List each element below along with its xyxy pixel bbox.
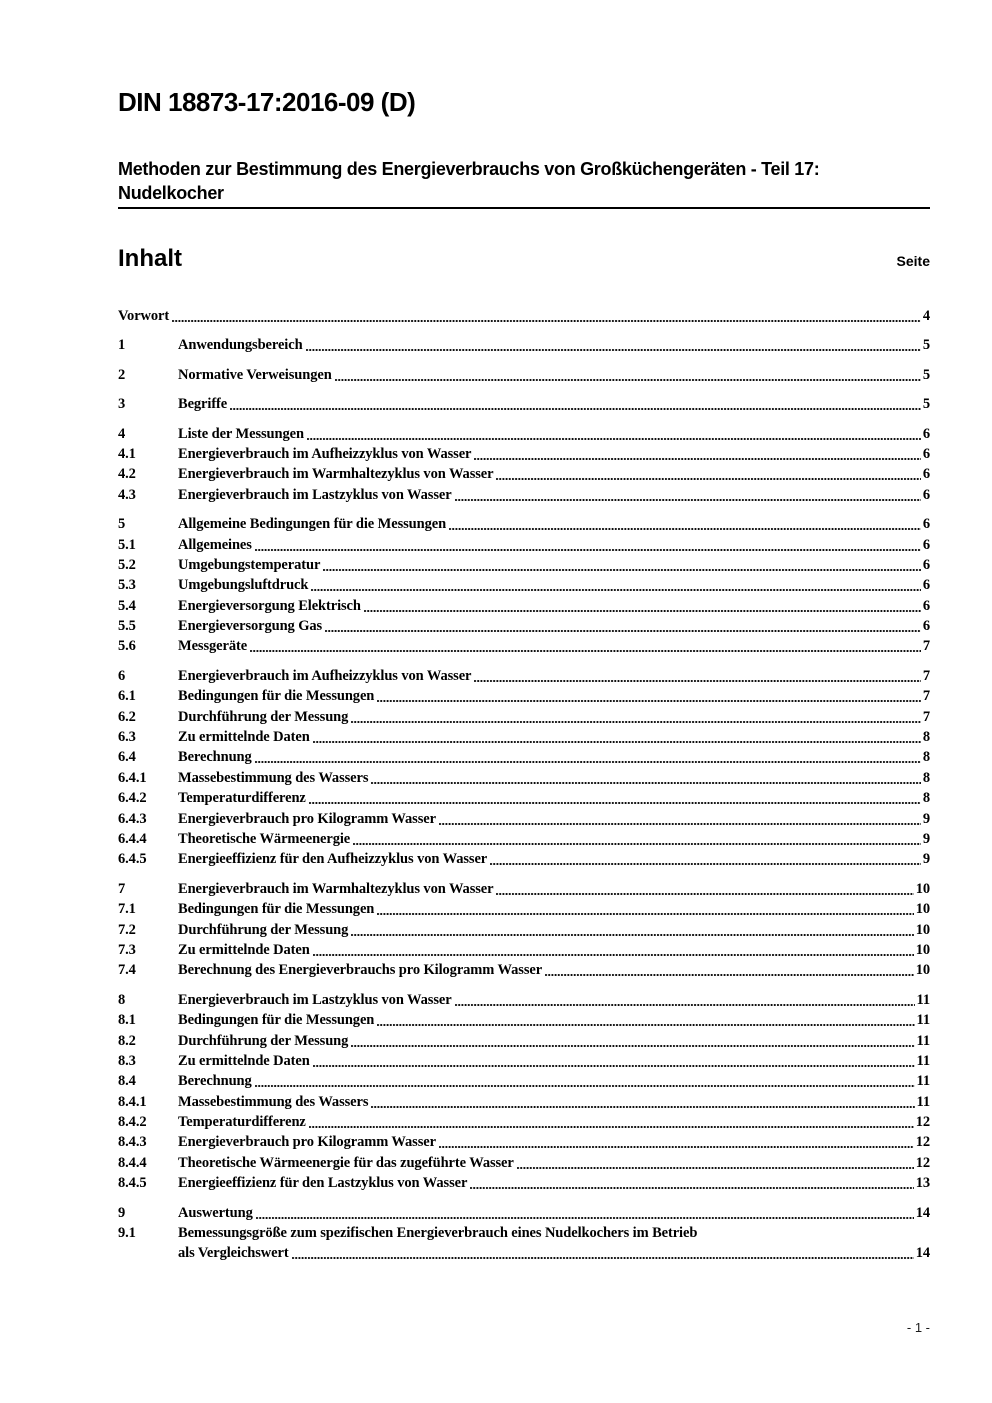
- toc-header: [118, 245, 930, 275]
- toc-entry-line: [118, 990, 930, 1010]
- toc-entry-page: 7: [922, 708, 930, 725]
- toc-dot-leader: [371, 1092, 914, 1112]
- toc-entry-title: Energieversorgung Elektrisch: [178, 597, 361, 614]
- toc-entry-number: 5.5: [118, 618, 136, 635]
- toc-dot-leader: [255, 535, 921, 555]
- toc-entry-title: Theoretische Wärmeenergie für das zugeführte Wasser: [178, 1154, 514, 1171]
- toc-entry-number: 3: [118, 396, 126, 413]
- toc-entry-title: Vorwort: [118, 308, 170, 324]
- toc-entry-number: 4: [118, 425, 126, 442]
- toc-entry-number: 9.1: [118, 1225, 136, 1242]
- toc-entry-number: 8.4.5: [118, 1175, 147, 1192]
- toc-entry-number: 6.1: [118, 688, 136, 705]
- toc-dot-leader: [230, 394, 921, 414]
- toc-entry-title: Zu ermittelnde Daten: [178, 729, 310, 746]
- toc-entry-title: Durchführung der Messung: [178, 1032, 349, 1049]
- toc-entry-title: Berechnung: [178, 1073, 252, 1090]
- toc-entry-line: [118, 747, 930, 767]
- toc-entry-number: 6.2: [118, 708, 136, 725]
- toc-entry-line: [118, 1203, 930, 1223]
- toc-entry-page: 6: [922, 425, 930, 442]
- toc-dot-leader: [313, 1051, 915, 1071]
- toc-entry-page: 7: [922, 638, 930, 655]
- toc-entry-page: 8: [922, 749, 930, 766]
- toc-dot-leader: [353, 829, 921, 849]
- toc-entry-line: [118, 899, 930, 919]
- toc-entry-page: 8: [922, 790, 930, 807]
- document-page: [118, 0, 930, 1264]
- toc-entry-number: 1: [118, 337, 126, 354]
- toc-entry-title: Energieverbrauch im Aufheizzyklus von Wasser: [178, 445, 472, 462]
- toc-entry-line: [118, 1243, 930, 1263]
- toc-entry-number: 5.2: [118, 556, 136, 573]
- toc-entry-title: Durchführung der Messung: [178, 708, 349, 725]
- toc-entry-line: [118, 1132, 930, 1152]
- toc-entry-title: Energieverbrauch im Lastzyklus von Wasser: [178, 991, 452, 1008]
- toc-dot-leader: [377, 1010, 914, 1030]
- toc-dot-leader: [306, 335, 921, 355]
- page-column-label: Seite: [896, 253, 930, 269]
- toc-entry-page: 6: [922, 466, 930, 483]
- toc-entry-line: [118, 335, 930, 355]
- toc-entry-title: Massebestimmung des Wassers: [178, 769, 369, 786]
- toc-entry-title: Energieversorgung Gas: [178, 618, 323, 635]
- toc-entry-line: [118, 555, 930, 575]
- toc-entry-line: [118, 1153, 930, 1173]
- toc-entry-line: [118, 788, 930, 808]
- toc-entry-number: 7.4: [118, 962, 136, 979]
- toc-dot-leader: [455, 990, 915, 1010]
- toc-entry-line: [118, 879, 930, 899]
- toc-entry-number: 2: [118, 366, 126, 383]
- toc-entry-line: [118, 485, 930, 505]
- toc-entry-title: Umgebungsluftdruck: [178, 577, 309, 594]
- toc-group: [118, 306, 930, 326]
- toc-entry-line: [118, 960, 930, 980]
- toc-entry-number: 4.2: [118, 466, 136, 483]
- toc-entry-title: Energieverbrauch im Lastzyklus von Wasser: [178, 486, 452, 503]
- toc-entry-line: [118, 1010, 930, 1030]
- toc-entry-title: Allgemeines: [178, 536, 252, 553]
- toc-entry-line: [118, 1031, 930, 1051]
- toc-dot-leader: [455, 485, 921, 505]
- toc-entry-line: [118, 940, 930, 960]
- toc-entry-page: 14: [915, 1204, 930, 1221]
- toc-entry-page: 9: [922, 851, 930, 868]
- toc-entry-line: [118, 707, 930, 727]
- toc-entry-page: 11: [916, 1012, 930, 1029]
- toc-entry-page: 7: [922, 688, 930, 705]
- toc-entry-title: Allgemeine Bedingungen für die Messungen: [178, 516, 447, 533]
- toc-entry-page: 12: [915, 1134, 930, 1151]
- toc-entry-page: 11: [916, 991, 930, 1008]
- toc-dot-leader: [309, 788, 921, 808]
- toc-entry-number: 5: [118, 516, 126, 533]
- toc-dot-leader: [292, 1243, 914, 1263]
- toc-dot-leader: [449, 514, 921, 534]
- toc-entry-page: 9: [922, 830, 930, 847]
- toc-entry-page: 5: [922, 396, 930, 413]
- toc-entry-title: Messgeräte: [178, 638, 248, 655]
- toc-dot-leader: [496, 464, 920, 484]
- toc-entry-page: 6: [922, 486, 930, 503]
- toc-dot-leader: [351, 707, 921, 727]
- toc-entry-number: 5.4: [118, 597, 136, 614]
- toc-entry-number: 6.3: [118, 729, 136, 746]
- toc-entry-number: 4.1: [118, 445, 136, 462]
- toc-entry-page: 8: [922, 769, 930, 786]
- toc-entry-title: Umgebungstemperatur: [178, 556, 321, 573]
- toc-entry-number: 5.3: [118, 577, 136, 594]
- toc-entry-line: [118, 616, 930, 636]
- toc-entry-title: Energieverbrauch im Warmhaltezyklus von Wasser: [178, 880, 494, 897]
- toc-entry-title: Energieverbrauch im Warmhaltezyklus von Wasser: [178, 466, 494, 483]
- toc-entry-page: 11: [916, 1052, 930, 1069]
- toc-entry-page: 6: [922, 597, 930, 614]
- toc-entry-page: 11: [916, 1073, 930, 1090]
- toc-dot-leader: [307, 424, 921, 444]
- toc-entry-line: [118, 444, 930, 464]
- toc-entry-page: 9: [922, 810, 930, 827]
- toc-dot-leader: [172, 306, 921, 326]
- toc-entry-title: Energieverbrauch pro Kilogramm Wasser: [178, 1134, 436, 1151]
- toc-entry-title: Bedingungen für die Messungen: [178, 1012, 375, 1029]
- toc-entry-page: 11: [916, 1032, 930, 1049]
- toc-dot-leader: [351, 1031, 914, 1051]
- toc-dot-leader: [545, 960, 914, 980]
- toc-entry-line: [118, 514, 930, 534]
- toc-dot-leader: [309, 1112, 914, 1132]
- toc-group: [118, 1203, 930, 1264]
- toc-entry-line: [118, 849, 930, 869]
- toc-dot-leader: [377, 686, 921, 706]
- toc-entry-line: [118, 727, 930, 747]
- toc-entry-page: 10: [915, 901, 930, 918]
- toc-entry-line: [118, 596, 930, 616]
- toc-entry-title: Liste der Messungen: [178, 425, 304, 442]
- toc-entry-number: 4.3: [118, 486, 136, 503]
- page-number: - 1 -: [906, 1320, 930, 1335]
- toc-group: [118, 394, 930, 414]
- toc-dot-leader: [474, 444, 920, 464]
- toc-dot-leader: [313, 727, 921, 747]
- toc-entry-title: Bedingungen für die Messungen: [178, 688, 375, 705]
- toc-entry-line: [118, 686, 930, 706]
- toc-entry-number: 8.4.4: [118, 1154, 147, 1171]
- toc-entry-title: Berechnung des Energieverbrauchs pro Kilogramm Wasser: [178, 962, 543, 979]
- toc-entry-number: 6: [118, 667, 126, 684]
- toc-entry-page: 4: [922, 308, 930, 324]
- toc-dot-leader: [335, 365, 921, 385]
- toc-group: [118, 990, 930, 1194]
- toc-entry-line: [118, 829, 930, 849]
- toc-entry-line: [118, 365, 930, 385]
- toc-list: [118, 306, 930, 1264]
- toc-entry-number: [118, 1243, 178, 1263]
- document-title: [118, 157, 930, 209]
- toc-entry-number: 6.4.2: [118, 790, 147, 807]
- toc-entry-page: 13: [915, 1175, 930, 1192]
- document-id: DIN 18873-17:2016-09 (D): [118, 87, 416, 117]
- toc-entry-page: 6: [922, 516, 930, 533]
- toc-entry-number: 8.4.3: [118, 1134, 147, 1151]
- toc-entry-line: [118, 636, 930, 656]
- toc-entry-line: [118, 306, 930, 326]
- toc-entry-number: 5.1: [118, 536, 136, 553]
- toc-entry-number: 6.4: [118, 749, 136, 766]
- toc-entry-number: 6.4.1: [118, 769, 147, 786]
- toc-entry-page: 10: [915, 962, 930, 979]
- toc-entry-line: [118, 920, 930, 940]
- document-title-line-2: Nudelkocher: [118, 183, 224, 203]
- toc-entry-line: [118, 1071, 930, 1091]
- toc-entry-line: [118, 809, 930, 829]
- toc-entry-page: 6: [922, 556, 930, 573]
- toc-entry-title: Bedingungen für die Messungen: [178, 901, 375, 918]
- toc-entry-page: 5: [922, 366, 930, 383]
- toc-dot-leader: [255, 1071, 915, 1091]
- toc-entry-title: Temperaturdifferenz: [178, 1114, 306, 1131]
- toc-dot-leader: [439, 809, 921, 829]
- toc-entry-line: [118, 1112, 930, 1132]
- toc-dot-leader: [364, 596, 921, 616]
- toc-entry-line: [118, 666, 930, 686]
- toc-entry-title: Bemessungsgröße zum spezifischen Energieverbrauch eines Nudelkochers im Betrieb: [178, 1225, 698, 1242]
- toc-heading: Inhalt: [118, 245, 182, 272]
- toc-dot-leader: [311, 575, 921, 595]
- toc-entry-title: Energieeffizienz für den Lastzyklus von Wasser: [178, 1175, 468, 1192]
- toc-entry-title: Berechnung: [178, 749, 252, 766]
- toc-entry-title: Begriffe: [178, 396, 228, 413]
- toc-entry-line: [118, 1092, 930, 1112]
- toc-dot-leader: [325, 616, 921, 636]
- toc-entry-title: Durchführung der Messung: [178, 921, 349, 938]
- toc-entry-page: 12: [915, 1114, 930, 1131]
- toc-entry-page: 10: [915, 921, 930, 938]
- toc-entry-title: Auswertung: [178, 1204, 253, 1221]
- toc-entry-page: 5: [922, 337, 930, 354]
- toc-entry-title: Energieverbrauch im Aufheizzyklus von Wasser: [178, 667, 472, 684]
- toc-entry-line: [118, 464, 930, 484]
- toc-group: [118, 365, 930, 385]
- toc-entry-title: als Vergleichswert: [178, 1245, 289, 1262]
- toc-dot-leader: [474, 666, 920, 686]
- toc-entry-line: [118, 535, 930, 555]
- toc-entry-page: 6: [922, 618, 930, 635]
- toc-entry-title: Energieverbrauch pro Kilogramm Wasser: [178, 810, 436, 827]
- toc-entry-number: 8.4.2: [118, 1114, 147, 1131]
- toc-dot-leader: [371, 768, 920, 788]
- toc-entry-page: 14: [915, 1245, 930, 1262]
- toc-entry-line: [118, 394, 930, 414]
- toc-entry-number: 7.3: [118, 941, 136, 958]
- toc-entry-number: 5.6: [118, 638, 136, 655]
- toc-entry-title: Theoretische Wärmeenergie: [178, 830, 351, 847]
- toc-group: [118, 666, 930, 870]
- toc-entry-page: 8: [922, 729, 930, 746]
- toc-entry-page: 10: [915, 880, 930, 897]
- toc-entry-number: 8.1: [118, 1012, 136, 1029]
- toc-entry-title: Temperaturdifferenz: [178, 790, 306, 807]
- toc-entry-title: Anwendungsbereich: [178, 337, 303, 354]
- toc-entry-line: [118, 1223, 930, 1243]
- toc-entry-number: 8.2: [118, 1032, 136, 1049]
- toc-entry-page: 11: [916, 1093, 930, 1110]
- toc-group: [118, 335, 930, 355]
- toc-entry-page: 6: [922, 445, 930, 462]
- toc-group: [118, 424, 930, 506]
- toc-entry-number: 8.4: [118, 1073, 136, 1090]
- toc-entry-number: 9: [118, 1204, 126, 1221]
- toc-entry-line: [118, 768, 930, 788]
- toc-entry-title: Massebestimmung des Wassers: [178, 1093, 369, 1110]
- toc-dot-leader: [517, 1153, 914, 1173]
- toc-entry-title: Energieeffizienz für den Aufheizzyklus von Wasser: [178, 851, 488, 868]
- toc-entry-title: Zu ermittelnde Daten: [178, 941, 310, 958]
- toc-dot-leader: [470, 1173, 913, 1193]
- toc-entry-number: 8.3: [118, 1052, 136, 1069]
- toc-entry-line: [118, 1051, 930, 1071]
- toc-dot-leader: [256, 1203, 914, 1223]
- toc-entry-title: Zu ermittelnde Daten: [178, 1052, 310, 1069]
- toc-entry-number: 8.4.1: [118, 1093, 147, 1110]
- toc-dot-leader: [377, 899, 913, 919]
- toc-entry-number: 6.4.3: [118, 810, 147, 827]
- toc-dot-leader: [351, 920, 913, 940]
- toc-dot-leader: [439, 1132, 914, 1152]
- toc-entry-number: 6.4.4: [118, 830, 147, 847]
- toc-entry-number: 7.1: [118, 901, 136, 918]
- toc-dot-leader: [255, 747, 921, 767]
- toc-entry-number: 7: [118, 880, 126, 897]
- toc-entry-page: 7: [922, 667, 930, 684]
- toc-group: [118, 514, 930, 657]
- toc-entry-title: Normative Verweisungen: [178, 366, 332, 383]
- toc-dot-leader: [496, 879, 913, 899]
- toc-entry-page: 6: [922, 536, 930, 553]
- document-title-line-1: Methoden zur Bestimmung des Energieverbrauchs von Großküchengeräten - Teil 17:: [118, 159, 820, 179]
- toc-dot-leader: [313, 940, 914, 960]
- toc-entry-line: [118, 1173, 930, 1193]
- toc-entry-page: 12: [915, 1154, 930, 1171]
- toc-group: [118, 879, 930, 981]
- toc-entry-page: 10: [915, 941, 930, 958]
- toc-entry-page: 6: [922, 577, 930, 594]
- toc-dot-leader: [323, 555, 921, 575]
- toc-entry-number: 6.4.5: [118, 851, 147, 868]
- toc-entry-number: 7.2: [118, 921, 136, 938]
- toc-entry-number: 8: [118, 991, 126, 1008]
- toc-entry-line: [118, 575, 930, 595]
- toc-entry-line: [118, 424, 930, 444]
- toc-dot-leader: [250, 636, 921, 656]
- toc-dot-leader: [490, 849, 921, 869]
